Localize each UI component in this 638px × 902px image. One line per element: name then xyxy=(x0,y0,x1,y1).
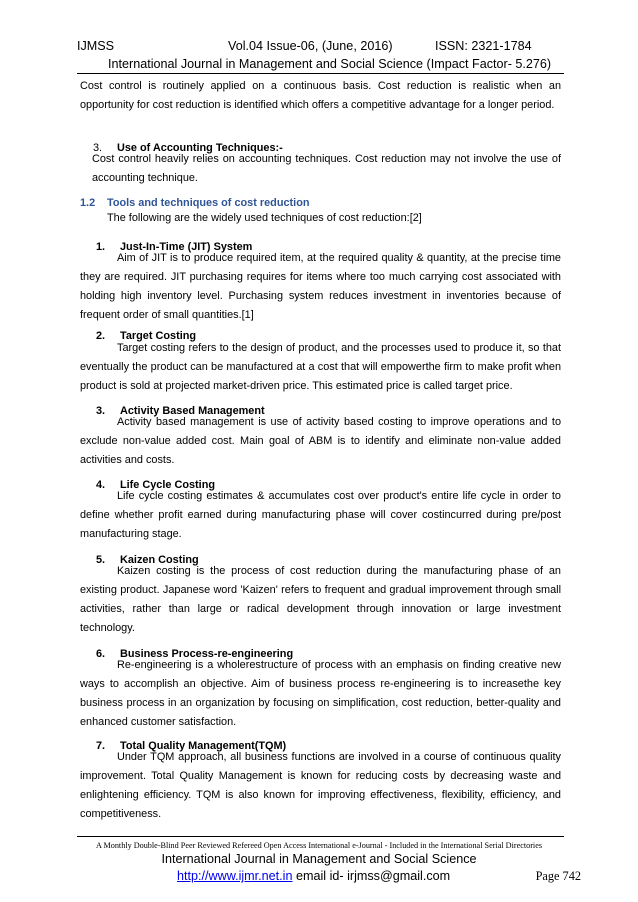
header-divider xyxy=(77,73,564,74)
technique-text-tqm xyxy=(80,748,561,824)
technique-text-abm xyxy=(80,413,561,470)
email-text: email id- irjmss@gmail.com xyxy=(292,869,451,883)
technique-text: Life cycle costing estimates & accumulates cost over product's entire life cycle in order to define whether profit earned during manufacturing phase will cover costincurred during pre/post manufacturing stage. xyxy=(80,490,561,540)
technique-number: 1. xyxy=(96,241,106,253)
technique-number: 5. xyxy=(96,554,106,566)
section-number: 1.2 xyxy=(80,197,96,209)
section-title: Tools and techniques of cost reduction xyxy=(107,197,310,209)
technique-title: Business Process-re-engineering xyxy=(120,648,294,660)
technique-text: Target costing refers to the design of product, and the processes used to produce it, so that eventually the product can be manufactured at a cost that will empowerthe firm to make profit when product is sold at projected market-driven price. This estimated price is called target price. xyxy=(80,342,561,392)
accounting-paragraph xyxy=(92,150,561,188)
technique-text: Under TQM approach, all business functions are involved in a course of continuous quality improvement. Total Quality Management is known for reducing costs by decreasing waste and enlightening efficiency. TQM is also known for improving effectiveness, flexibility, efficiency, and competitiveness. xyxy=(80,751,561,820)
volume-issue: Vol.04 Issue-06, (June, 2016) xyxy=(228,39,393,53)
technique-number: 3. xyxy=(96,405,106,417)
technique-text: Aim of JIT is to produce required item, at the required quality & quantity, at the precise time they are required. JIT purchasing requires for items where too much carrying cost associated with holding high inventory level. Purchasing system reduces investment in inventories because of frequent order of small quantities.[1] xyxy=(80,252,561,321)
footer-contact xyxy=(177,868,450,884)
technique-number: 4. xyxy=(96,479,106,491)
technique-text-jit xyxy=(80,249,561,325)
peer-review-notice: A Monthly Double-Blind Peer Reviewed Refereed Open Access International e-Journal - Included in the International Serial Directories xyxy=(95,841,543,850)
technique-title: Just-In-Time (JIT) System xyxy=(120,241,253,253)
technique-number: 6. xyxy=(96,648,106,660)
issn: ISSN: 2321-1784 xyxy=(435,39,532,53)
technique-text: Kaizen costing is the process of cost reduction during the manufacturing phase of an existing product. Japanese word 'Kaizen' refers to frequent and gradual improvement through small activities, rather than large or radical development through innovation or large investment technology. xyxy=(80,565,561,634)
intro-paragraph xyxy=(80,77,561,115)
technique-title: Total Quality Management(TQM) xyxy=(120,740,287,752)
technique-text-kaizen xyxy=(80,562,561,638)
technique-title: Target Costing xyxy=(120,330,197,342)
accounting-text: Cost control heavily relies on accounting techniques. Cost reduction may not involve the use of accounting technique. xyxy=(92,153,561,184)
accounting-title: Use of Accounting Techniques:- xyxy=(117,142,283,154)
technique-number: 7. xyxy=(96,740,106,752)
footer-journal-name: International Journal in Management and Social Science xyxy=(161,852,477,866)
website-link[interactable]: http://www.ijmr.net.in xyxy=(177,869,293,883)
technique-text: Activity based management is use of activity based costing to improve operations and to exclude non-value added cost. Main goal of ABM is to identify and eliminate non-value added activities and costs. xyxy=(80,416,561,466)
intro-text: Cost control is routinely applied on a continuous basis. Cost reduction is realistic when an opportunity for cost reduction is identified which offers a competitive advantage for a longer period. xyxy=(80,80,561,111)
technique-title: Kaizen Costing xyxy=(120,554,199,566)
technique-text: Re-engineering is a wholerestructure of process with an emphasis on finding creative new ways to accomplish an objective. Aim of business process re-engineering is to increasethe key business process in an organization by focusing on simplification, cost reduction, better-quality and enhanced customer satisfaction. xyxy=(80,659,561,728)
section-intro: The following are the widely used techniques of cost reduction:[2] xyxy=(107,212,422,224)
journal-full-title: International Journal in Management and Social Science (Impact Factor- 5.276) xyxy=(108,57,552,71)
technique-text-target-costing xyxy=(80,339,561,396)
technique-title: Activity Based Management xyxy=(120,405,265,417)
accounting-number: 3. xyxy=(93,142,103,154)
technique-title: Life Cycle Costing xyxy=(120,479,216,491)
section-heading xyxy=(80,195,310,211)
technique-text-bpr xyxy=(80,656,561,732)
journal-abbreviation: IJMSS xyxy=(77,39,115,53)
technique-number: 2. xyxy=(96,330,106,342)
technique-text-life-cycle xyxy=(80,487,561,544)
footer-divider xyxy=(77,836,564,837)
page-number: Page 742 xyxy=(535,869,581,883)
